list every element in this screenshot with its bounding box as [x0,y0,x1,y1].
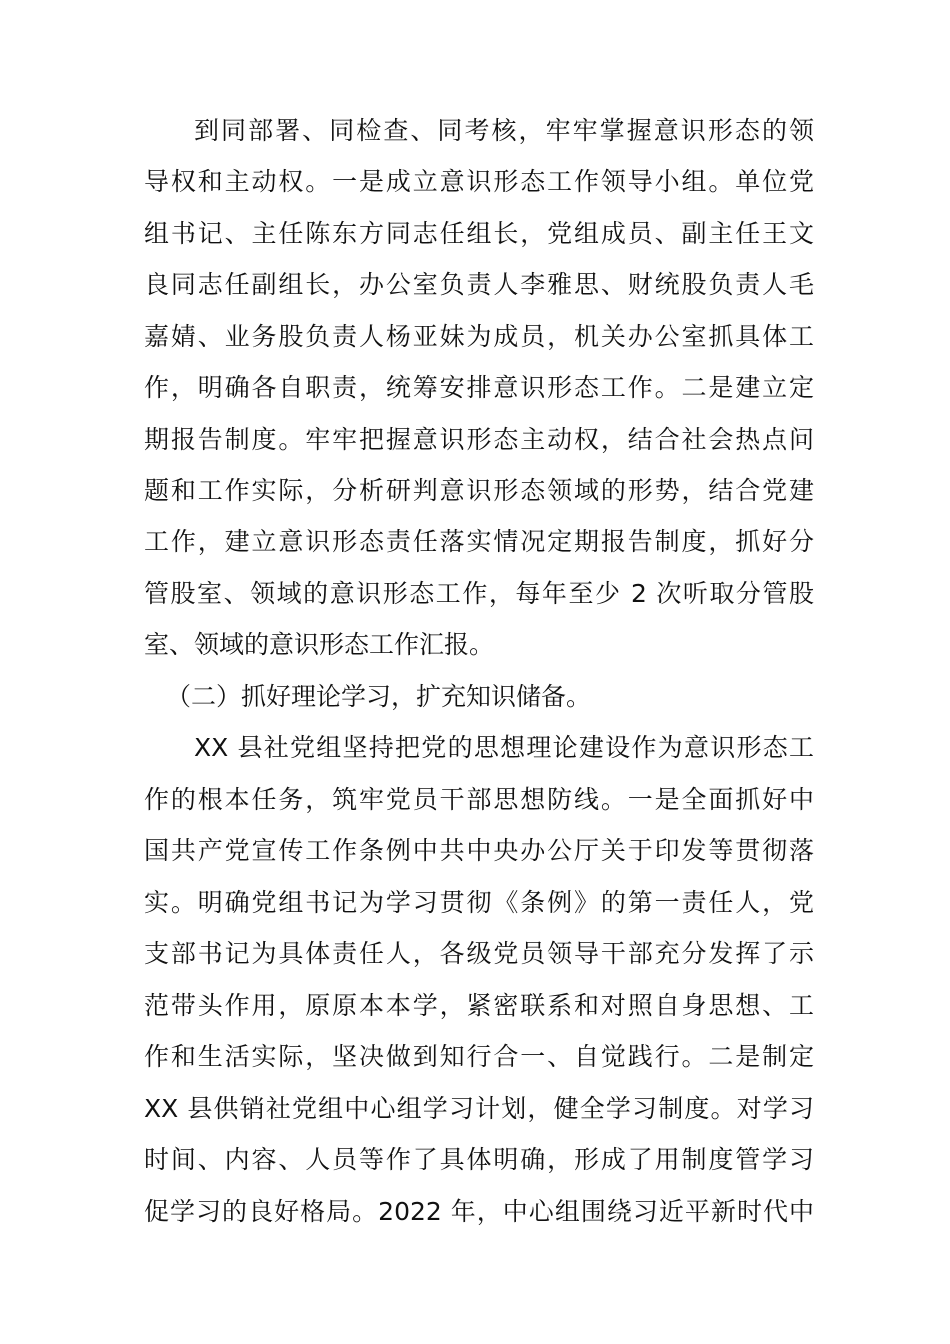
paragraph-line: XX 县供销社党组中心组学习计划，健全学习制度。对学习 [144,1094,814,1123]
paragraph-line: 良同志任副组长，办公室负责人李雅思、财统股负责人毛 [144,270,814,299]
paragraph-line: 实。明确党组书记为学习贯彻《条例》的第一责任人，党 [144,888,814,917]
paragraph-line: 作的根本任务，筑牢党员干部思想防线。一是全面抓好中 [144,785,814,814]
paragraph-line: 时间、内容、人员等作了具体明确，形成了用制度管学习 [144,1145,814,1174]
paragraph-line: 导权和主动权。一是成立意识形态工作领导小组。单位党 [144,167,814,196]
paragraph-line: 范带头作用，原原本本学，紧密联系和对照自身思想、工 [144,991,814,1020]
paragraph-line: 组书记、主任陈东方同志任组长，党组成员、副主任王文 [144,219,814,248]
paragraph-line: 工作，建立意识形态责任落实情况定期报告制度，抓好分 [144,527,814,556]
paragraph-line: 题和工作实际，分析研判意识形态领域的形势，结合党建 [144,476,814,505]
paragraph-line: 作，明确各自职责，统筹安排意识形态工作。二是建立定 [144,373,814,402]
paragraph-line: 到同部署、同检查、同考核，牢牢掌握意识形态的领 [194,116,814,145]
section-heading: （二）抓好理论学习，扩充知识储备。 [166,682,592,711]
paragraph-line: 支部书记为具体责任人，各级党员领导干部充分发挥了示 [144,939,814,968]
paragraph-line: 促学习的良好格局。2022 年，中心组围绕习近平新时代中 [144,1197,814,1226]
paragraph-line: 作和生活实际，坚决做到知行合一、自觉践行。二是制定 [144,1042,814,1071]
paragraph-line: 国共产党宣传工作条例中共中央办公厅关于印发等贯彻落 [144,836,814,865]
paragraph-line: XX 县社党组坚持把党的思想理论建设作为意识形态工 [194,733,814,762]
paragraph-line: 管股室、领域的意识形态工作，每年至少 2 次听取分管股 [144,579,814,608]
paragraph-line: 期报告制度。牢牢把握意识形态主动权，结合社会热点问 [144,425,814,454]
paragraph-line: 嘉婧、业务股负责人杨亚妹为成员，机关办公室抓具体工 [144,322,814,351]
paragraph-line: 室、领域的意识形态工作汇报。 [144,630,495,659]
